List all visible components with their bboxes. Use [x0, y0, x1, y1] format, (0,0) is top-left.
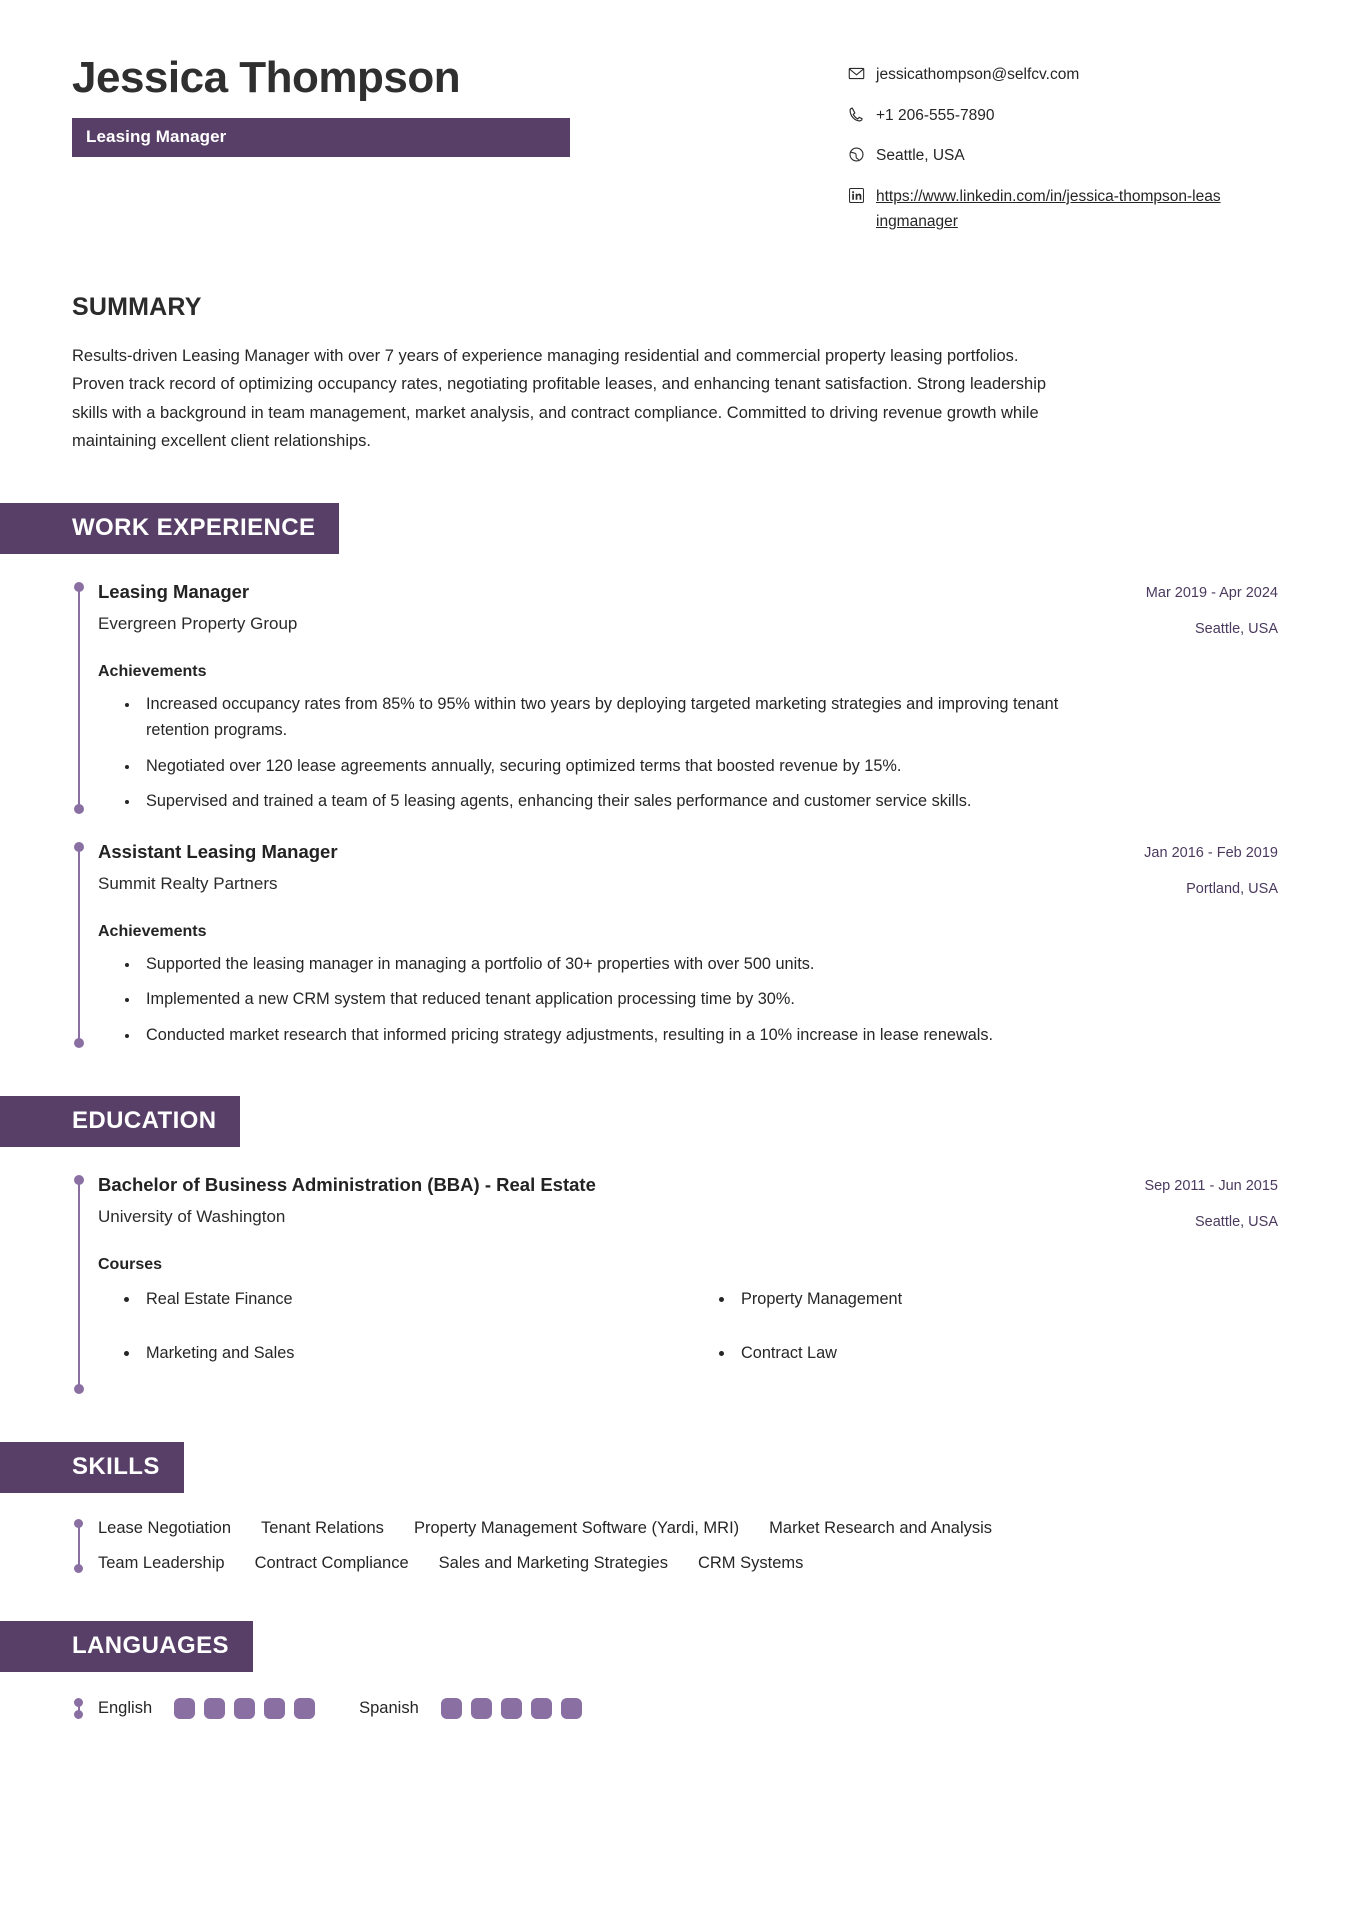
timeline-dot-bottom-icon	[74, 1564, 83, 1573]
work-achievements-list	[98, 951, 1278, 1048]
skill-item: Team Leadership	[98, 1553, 225, 1572]
courses-column-right	[693, 1286, 1278, 1394]
list-item: • Real Estate Finance	[140, 1286, 683, 1312]
summary-text: Results-driven Leasing Manager with over 7 years of experience managing residential and commercial property leasing portfolios. Proven track record of optimizing occupancy rates, negotiating profitable leases, and enhancing tenant satisfaction. Strong leadership skills with a background in team management, market analysis, and contract compliance. Committed to driving revenue growth while maintaining excellent client relationships.	[72, 346, 1047, 450]
timeline-rail	[78, 1179, 80, 1388]
contact-item-phone	[848, 103, 1278, 129]
skills-row	[98, 1554, 1278, 1573]
education-location: Seattle, USA	[1194, 1213, 1278, 1230]
level-box	[531, 1698, 552, 1719]
level-box	[441, 1698, 462, 1719]
languages-entry	[72, 1698, 1278, 1719]
education-courses-grid	[98, 1286, 1278, 1394]
education-entry-head	[98, 1173, 1278, 1234]
list-item: • Increased occupancy rates from 85% to 95% within two years by deploying targeted marketing strategies and improving tenant retention programs.	[140, 691, 1080, 744]
skills-rows	[98, 1519, 1278, 1573]
work-entry-main	[98, 840, 1144, 896]
list-item: • Contract Law	[735, 1340, 1278, 1366]
education-date-range: Sep 2011 - Jun 2015	[1144, 1178, 1278, 1195]
work-role: Assistant Leasing Manager	[98, 841, 338, 863]
work-experience-body	[0, 580, 1350, 1048]
timeline-dot-bottom-icon	[74, 1384, 84, 1394]
work-location: Seattle, USA	[1194, 621, 1278, 638]
work-entry-main	[98, 580, 1146, 636]
timeline-dot-top-icon	[74, 582, 84, 592]
work-location: Portland, USA	[1186, 881, 1278, 898]
header-identity	[72, 46, 602, 157]
level-box	[294, 1698, 315, 1719]
languages-heading: LANGUAGES	[0, 1621, 253, 1672]
work-role: Leasing Manager	[98, 581, 250, 603]
contact-email-text: jessicathompson@selfcv.com	[876, 66, 1080, 83]
summary-heading: SUMMARY	[72, 292, 202, 321]
work-experience-heading: WORK EXPERIENCE	[0, 503, 339, 554]
education-courses-label: Courses	[98, 1255, 163, 1273]
contact-item-location	[848, 143, 1278, 169]
contact-location-text: Seattle, USA	[876, 147, 965, 165]
contact-item-linkedin[interactable]	[848, 184, 1278, 235]
work-entry	[72, 580, 1278, 814]
education-entry-meta	[1144, 1173, 1278, 1234]
work-entry-head	[98, 840, 1278, 901]
work-entry-head	[98, 580, 1278, 641]
skills-section	[0, 1442, 1350, 1573]
work-achievements-label: Achievements	[98, 662, 207, 680]
skills-heading: SKILLS	[0, 1442, 184, 1493]
list-item: • Marketing and Sales	[140, 1340, 683, 1366]
education-entry	[72, 1173, 1278, 1394]
education-entry-main	[98, 1173, 1144, 1229]
level-box	[174, 1698, 195, 1719]
languages-row	[98, 1698, 1278, 1719]
level-box	[561, 1698, 582, 1719]
timeline-dot-top-icon	[74, 1698, 83, 1707]
level-box	[234, 1698, 255, 1719]
language-level-meter	[441, 1698, 582, 1719]
timeline-rail	[78, 1524, 80, 1568]
contact-phone-text: +1 206-555-7890	[876, 106, 995, 124]
courses-column-left	[98, 1286, 683, 1394]
skill-item: Sales and Marketing Strategies	[438, 1553, 668, 1572]
contact-item-email	[848, 62, 1278, 88]
timeline-dot-top-icon	[74, 1175, 84, 1185]
language-level-meter	[174, 1698, 315, 1719]
skill-item: Property Management Software (Yardi, MRI)	[413, 1518, 740, 1537]
skill-item: Contract Compliance	[254, 1553, 409, 1572]
linkedin-icon	[848, 187, 865, 204]
languages-section	[0, 1621, 1350, 1719]
languages-body	[0, 1698, 1350, 1719]
education-section	[0, 1096, 1350, 1394]
list-item: • Supported the leasing manager in managing a portfolio of 30+ properties with over 500 units.	[140, 951, 1080, 977]
skill-item: Lease Negotiation	[98, 1518, 232, 1537]
list-item: • Conducted market research that informed pricing strategy adjustments, resulting in a 10% increase in lease renewals.	[140, 1022, 1080, 1048]
skills-entry	[72, 1519, 1278, 1573]
summary-section	[0, 235, 1350, 456]
contact-linkedin-link[interactable]: https://www.linkedin.com/in/jessica-thompson-leasingmanager	[876, 187, 1221, 231]
education-body	[0, 1173, 1350, 1394]
location-globe-icon	[848, 146, 865, 163]
skills-row	[98, 1519, 1278, 1538]
work-entry-meta	[1146, 580, 1278, 641]
list-item: • Supervised and trained a team of 5 leasing agents, enhancing their sales performance and customer service skills.	[140, 788, 1080, 814]
email-icon	[848, 65, 865, 82]
list-item: • Negotiated over 120 lease agreements annually, securing optimized terms that boosted revenue by 15%.	[140, 753, 1080, 779]
language-item-english	[98, 1698, 359, 1719]
language-name: Spanish	[359, 1698, 419, 1717]
work-organization: Summit Realty Partners	[98, 874, 278, 894]
contact-list	[848, 46, 1278, 235]
resume-header	[0, 0, 1350, 235]
skills-body	[0, 1519, 1350, 1573]
language-name: English	[98, 1698, 153, 1717]
phone-icon	[848, 106, 865, 123]
skill-item: Market Research and Analysis	[769, 1518, 993, 1537]
level-box	[471, 1698, 492, 1719]
skill-item: Tenant Relations	[261, 1518, 384, 1537]
work-achievements-label: Achievements	[98, 922, 207, 940]
level-box	[204, 1698, 225, 1719]
timeline-dot-top-icon	[74, 842, 84, 852]
timeline-dot-bottom-icon	[74, 804, 84, 814]
work-organization: Evergreen Property Group	[98, 614, 298, 634]
work-entry	[72, 840, 1278, 1048]
timeline-dot-bottom-icon	[74, 1038, 84, 1048]
list-item: • Implemented a new CRM system that reduced tenant application processing time by 30%.	[140, 986, 1080, 1012]
list-item: • Property Management	[735, 1286, 1278, 1312]
skill-item: CRM Systems	[697, 1553, 804, 1572]
education-degree: Bachelor of Business Administration (BBA) - Real Estate	[98, 1174, 596, 1196]
education-institution: University of Washington	[98, 1207, 286, 1227]
work-date-range: Mar 2019 - Apr 2024	[1145, 585, 1278, 602]
language-item-spanish	[359, 1698, 626, 1719]
page-title: Jessica Thompson	[72, 53, 461, 102]
timeline-rail	[78, 846, 80, 1042]
education-heading: EDUCATION	[0, 1096, 240, 1147]
work-experience-section	[0, 503, 1350, 1048]
level-box	[264, 1698, 285, 1719]
timeline-rail	[78, 586, 80, 808]
timeline-dot-top-icon	[74, 1519, 83, 1528]
job-title-banner: Leasing Manager	[72, 118, 570, 157]
work-entry-meta	[1144, 840, 1278, 901]
level-box	[501, 1698, 522, 1719]
work-achievements-list	[98, 691, 1278, 815]
timeline-dot-bottom-icon	[74, 1710, 83, 1719]
work-date-range: Jan 2016 - Feb 2019	[1144, 845, 1278, 862]
